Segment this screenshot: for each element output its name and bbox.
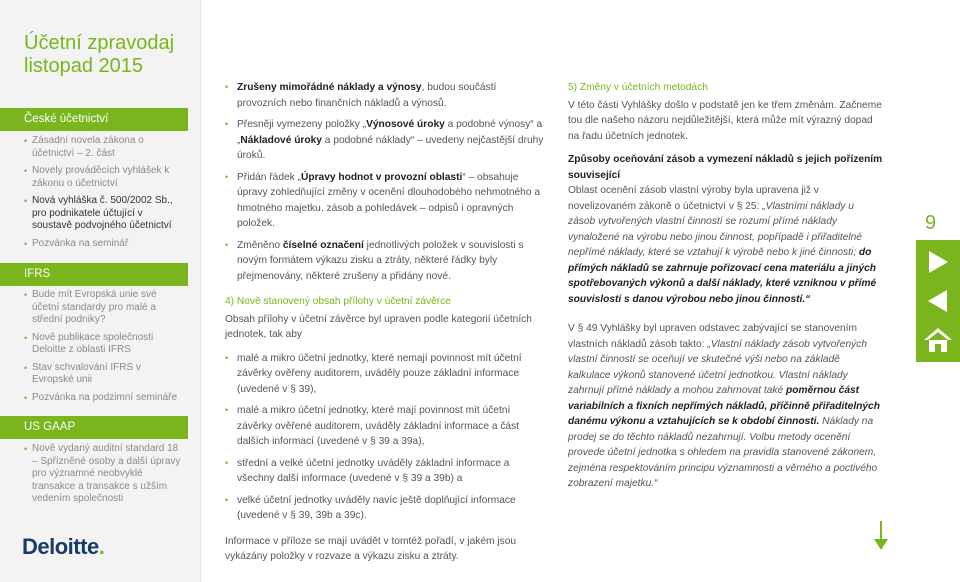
sidebar-item[interactable]: • Pozvánka na seminář	[24, 238, 184, 251]
list-item	[225, 238, 545, 285]
logo-dot: .	[98, 534, 105, 559]
text: a podobné výnosy“ a „	[237, 119, 543, 146]
sidebar-item[interactable]: • Pozvánka na podzimní semináře	[24, 392, 184, 405]
deloitte-logo	[22, 534, 104, 560]
list-item: • velké účetní jednotky uváděly navíc ještě doplňující informace (uvedené v § 39, 39b a 39c).	[225, 493, 545, 524]
italic-text: Náklady na prodej se do těchto nákladů nezahrnují. Volbu metody ocenění provede účetní jednotka s ohledem na pravidla stanovené zákonem, zejména respektováním principu významnosti a věrného a poctivého zobrazení majetku.“	[568, 416, 878, 489]
bold-text: Zrušeny mimořádné náklady a výnosy	[237, 82, 422, 93]
bold-text: Úpravy hodnot v provozní oblasti	[301, 171, 463, 183]
paragraph-closing: Informace v příloze se mají uvádět v tomtéž pořadí, v jakém jsou vykázány položky v rozvaze a výkazu zisku a ztráty.	[225, 535, 517, 562]
play-left-icon	[927, 289, 949, 313]
list-item: • malé a mikro účetní jednotky, které nemají povinnost mít účetní závěrky ověřeny auditorem, uváděly pouze základní informace (uvedené v § 39),	[225, 351, 545, 398]
down-arrow-icon[interactable]	[874, 521, 888, 551]
text: Přesněji vymezeny položky „	[237, 119, 367, 130]
sidebar-list-usgaap	[24, 443, 184, 511]
main-column-right	[568, 80, 883, 500]
sidebar-item[interactable]: • Zásadní novela zákona o účetnictví – 2. část	[24, 135, 184, 160]
main-column-left	[225, 80, 545, 573]
sidebar	[0, 0, 201, 582]
newsletter-title	[24, 32, 174, 78]
text: jednotlivých položek v souvislosti s novým formátem výkazu zisku a ztráty, některé řádky byly přejmenovány, některé zrušeny a přidány nové.	[237, 239, 524, 282]
list-item	[225, 170, 545, 232]
home-icon	[923, 327, 953, 353]
text: Oblast ocenění zásob vlastní výroby byla upravena již v novelizovaném zákoně o účetnictví v § 25:	[568, 185, 819, 212]
list-item: • střední a velké účetní jednotky uváděly základní informace a všechny další informace (uvedené v § 39 a 39b) a	[225, 456, 545, 487]
sidebar-item[interactable]: • Nově publikace společnosti Deloitte z oblasti IFRS	[24, 332, 184, 357]
bold-text: Nákladové úroky	[240, 134, 322, 146]
sidebar-item-active[interactable]: • Nová vyhláška č. 500/2002 Sb., pro podnikatele účtující v soustavě podvojného účetnictví	[24, 195, 184, 233]
next-page-button[interactable]	[916, 240, 960, 284]
page-number: 9	[924, 212, 937, 234]
sidebar-list-czech	[24, 135, 184, 255]
text: Změněno	[237, 239, 283, 251]
subheading: Způsoby oceňování zásob a vymezení nákladů s jejich pořízením související	[568, 154, 883, 181]
list-item: • malé a mikro účetní jednotky, které mají povinnost mít účetní závěrky ověřené auditorem, uváděly základní informace a část dalších informací (uvedené v § 39 a 39a),	[225, 403, 545, 450]
text: , budou součástí provozních nebo finančních nákladů a výnosů.	[237, 82, 497, 109]
play-right-icon	[927, 250, 949, 274]
annex-list	[225, 351, 545, 524]
text: a podobné náklady“ – uvedeny nejčastější druhy úroků.	[237, 134, 544, 161]
paragraph	[568, 183, 883, 307]
section-heading-5: 5) Změny v účetních metodách	[568, 82, 708, 93]
paragraph-intro: Obsah přílohy v účetní závěrce byl upraven podle kategorií účetních jednotek, tak aby	[225, 313, 532, 340]
section-heading-ifrs[interactable]: IFRS	[0, 263, 188, 286]
title-line-1: Účetní zpravodaj	[24, 32, 175, 54]
bold-text: číselné označení	[282, 239, 364, 251]
bold-italic-text: do přímých nákladů se zahrnuje pořizovací cena materiálu a jiných spotřebovaných výkonů a další náklady, které vzniknou v přímé souvislosti s danou výrobou nebo jinou činností.	[568, 247, 877, 305]
bold-italic-text: poměrnou část variabilních a fixních nepřímých nákladů, příčinně přiřaditelných danému výkonu a vztahujících se k období činnosti.	[568, 385, 880, 427]
paragraph	[568, 321, 883, 492]
home-button[interactable]	[916, 318, 960, 362]
italic-text: „Vlastními náklady u zásob vytvořených vlastní činností se rozumí přímé náklady vynaložené na výrobu nebo jinou činnost, popřípadě i přiřaditelné nepřímé náklady, které se vztahují k výrobě nebo k jiné činnosti;	[568, 200, 862, 258]
text: “	[805, 293, 811, 305]
logo-text: Deloitte	[22, 534, 99, 559]
sidebar-item[interactable]: • Novely prováděcích vyhlášek k zákonu o účetnictví	[24, 165, 184, 190]
previous-page-button[interactable]	[916, 279, 960, 323]
text: Přidán řádek „	[237, 171, 301, 183]
bold-text: Výnosové úroky	[366, 119, 445, 130]
changes-list	[225, 80, 545, 284]
section-heading-4: 4) Nově stanovený obsah přílohy v účetní závěrce	[225, 296, 451, 307]
sidebar-item[interactable]: • Nově vydaný auditní standard 18 – Spřízněné osoby a další úpravy pro významné neobvyklé transakce a transakce s užším vedením společnosti	[24, 443, 184, 506]
section-heading-us-gaap[interactable]: US GAAP	[0, 416, 188, 439]
list-item	[225, 80, 545, 111]
section-heading-czech-accounting[interactable]: České účetnictví	[0, 108, 188, 131]
title-line-2: listopad 2015	[24, 55, 143, 77]
italic-text: „Vlastní náklady zásob vytvořených vlastní činností se oceňují ve skutečné výši nebo na základě kalkulace výkonů stanovené účetní jednotkou. Vlastní náklady zahrnují přímé náklady a mohou zahrnovat také	[568, 338, 867, 396]
paragraph: V této části Vyhlášky došlo v podstatě jen ke třem změnám. Začneme tou dle našeho názoru nejdůležitější, která může mít výrazný dopad na řadu účetních jednotek.	[568, 99, 882, 142]
text: “ – obsahuje úpravy zohledňující změny v ocenění dlouhodobého nehmotného a hmotného majetku, zásob a pohledávek – odpisů i opravných položek.	[237, 171, 541, 229]
sidebar-item[interactable]: • Bude mít Evropská unie své účetní standardy pro malé a střední podniky?	[24, 289, 184, 327]
sidebar-item[interactable]: • Stav schvalování IFRS v Evropské unii	[24, 362, 184, 387]
list-item	[225, 117, 545, 164]
sidebar-list-ifrs	[24, 289, 184, 409]
text: V § 49 Vyhlášky byl upraven odstavec zabývající se stanovením vlastních nákladů zásob takto:	[568, 323, 857, 350]
